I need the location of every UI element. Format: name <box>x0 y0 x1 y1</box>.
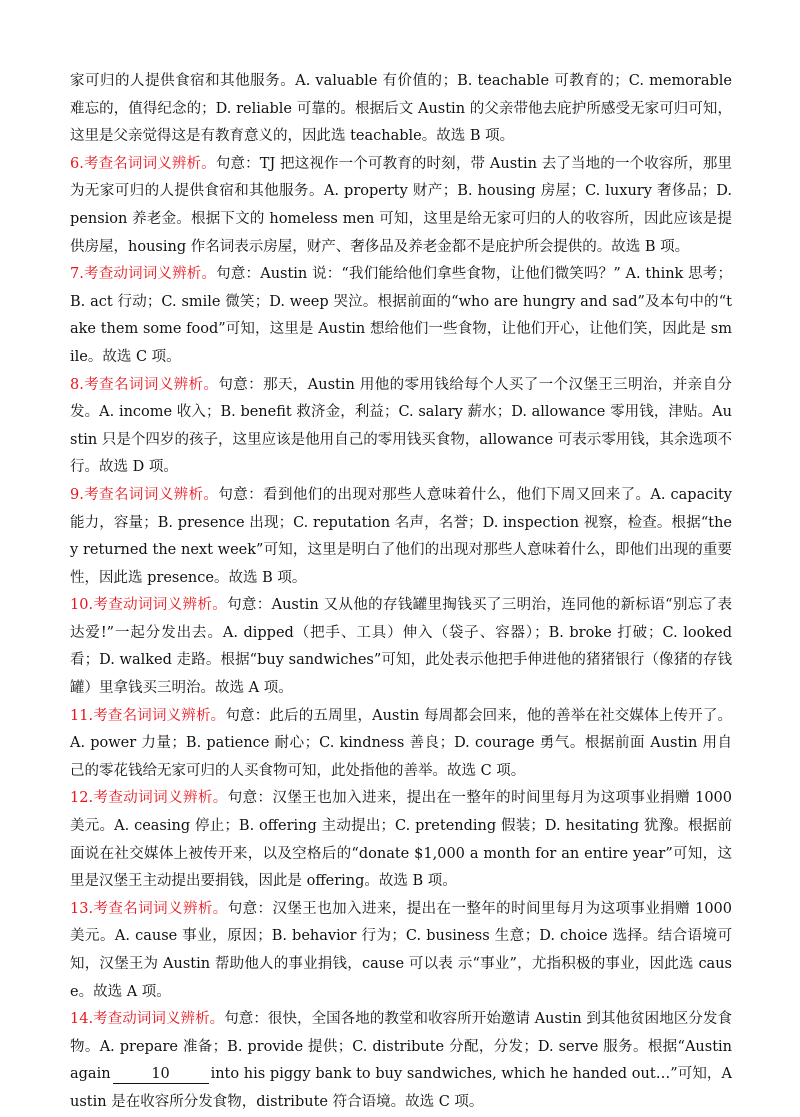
item-13-label: 13.考查名词词义辨析。 <box>70 900 228 917</box>
item-6-text: 句意：TJ 把这视作一个可教育的时刻，带 Austin 去了当地的一个收容所，那里为无家可归的人提供食宿和其他服务。A. property 财产；B. housing 房屋；C. luxury 奢侈品；D. pension 养老金。根据下文的 homeless men 可知，这里是给无家可归的人的收容所，因此应该是提供房屋，housing 作名词表示房屋，财产、奢侈品及养老金都不是庇护所会提供的。故选 B 项。 <box>70 155 732 255</box>
item-14-text-before: 句意：很快，全国各地的教堂和收容所开始邀请 Austin 到其他贫困地区分发食物。A. prepare 准备；B. provide 提供；C. distribute 分配，分发；D. serve 服务。根据“Austin again <box>70 1011 732 1083</box>
item-12 <box>70 785 732 895</box>
item-8-text: 句意：那天，Austin 用他的零用钱给每个人买了一个汉堡王三明治，并亲自分发。A. income 收入；B. benefit 救济金，利益；C. salary 薪水；D. allowance 零用钱，津贴。Austin 只是个四岁的孩子，这里应该是他用自己的零用钱买食物，allowance 可表示零用钱，其余选项不行。故选 D 项。 <box>70 376 732 476</box>
item-13 <box>70 896 732 1006</box>
item-10 <box>70 592 732 702</box>
item-12-text: 句意：汉堡王也加入进来，提出在一整年的时间里每月为这项事业捐赠 1000 美元。A. ceasing 停止；B. offering 主动提出；C. pretending 假装；D. hesitating 犹豫。根据前面说在社交媒体上被传开来，以及空格后的“donate $1,000 a month for an entire year”可知，这里是汉堡王主动提出要捐钱，因此是 offering。故选 B 项。 <box>70 790 733 890</box>
item-12-label: 12.考查动词词义辨析。 <box>70 790 228 807</box>
item-7 <box>70 261 732 371</box>
item-10-label: 10.考查动词词义辨析。 <box>70 597 228 614</box>
item-13-text: 句意：汉堡王也加入进来，提出在一整年的时间里每月为这项事业捐赠 1000 美元。A. cause 事业，原因；B. behavior 行为；C. business 生意；D. choice 选择。结合语境可知，汉堡王为 Austin 帮助他人的事业捐钱，cause 可以表 示“事业”，尤指积极的事业，因此选 cause。故选 A 项。 <box>70 900 733 1000</box>
item-14-label: 14.考查动词词义辨析。 <box>70 1011 225 1028</box>
intro-paragraph <box>70 68 732 151</box>
item-7-text: 句意：Austin 说：“我们能给他们拿些食物，让他们微笑吗？” A. think 思考；B. act 行动；C. smile 微笑；D. weep 哭泣。根据前面的“who are hungry and sad”及本句中的“take them some food”可知，这里是 Austin 想给他们一些食物，让他们开心，让他们笑，因此是 smile。故选 C 项。 <box>70 266 732 365</box>
item-14-text-after: into his piggy bank to buy sandwiches, which he handed out…”可知，Austin 是在收容所分发食物，distribute 符合语境。故选 C 项。 <box>70 1066 732 1110</box>
item-9 <box>70 482 732 592</box>
item-6-label: 6.考查名词词义辨析。 <box>70 155 216 172</box>
item-8-label: 8.考查名词词义辨析。 <box>70 376 219 393</box>
item-14 <box>70 1006 732 1116</box>
item-11-text: 句意：此后的五周里，Austin 每周都会回来，他的善举在社交媒体上传开了。A. power 力量；B. patience 耐心；C. kindness 善良；D. courage 勇气。根据前面 Austin 用自己的零花钱给无家可归的人买食物可知，此处指他的善举。故选 C 项。 <box>70 707 732 779</box>
item-6 <box>70 151 732 261</box>
item-11 <box>70 703 732 786</box>
intro-text: 家可归的人提供食宿和其他服务。A. valuable 有价值的；B. teachable 可教育的；C. memorable 难忘的，值得纪念的；D. reliable 可靠的。根据后文 Austin 的父亲带他去庇护所感受无家可归可知，这里是父亲觉得这是有教育意义的，因此选 teachable。故选 B 项。 <box>70 73 732 145</box>
item-9-text: 句意：看到他们的出现对那些人意味着什么，他们下周又回来了。A. capacity 能力，容量；B. presence 出现；C. reputation 名声，名誉；D. inspection 视察，检查。根据“they returned the next week”可知，这里是明白了他们的出现对那些人意味着什么，即他们出现的重要性，因此选 presence。故选 B 项。 <box>70 486 732 586</box>
item-7-label: 7.考查动词词义辨析。 <box>70 266 217 283</box>
item-8 <box>70 372 732 482</box>
answer-blank: 10 <box>113 1065 209 1084</box>
item-11-label: 11.考查名词词义辨析。 <box>70 707 226 724</box>
document-page <box>70 68 732 1117</box>
item-9-label: 9.考查名词词义辨析。 <box>70 486 219 503</box>
item-10-text: 句意：Austin 又从他的存钱罐里掏钱买了三明治，连同他的新标语“别忘了表达爱!”一起分发出去。A. dipped（把手、工具）伸入（袋子、容器）；B. broke 打破；C. looked 看；D. walked 走路。根据“buy sandwiches”可知，此处表示他把手伸进他的猪猪银行（像猪的存钱罐）里拿钱买三明治。故选 A 项。 <box>70 597 732 697</box>
